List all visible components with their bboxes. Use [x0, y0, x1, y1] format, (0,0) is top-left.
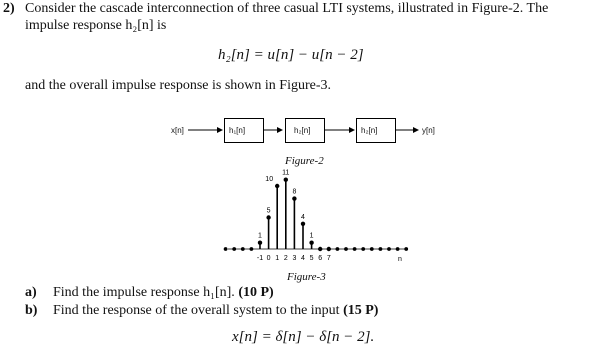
zero-sample-dot	[353, 247, 357, 251]
stem-value-label: 5	[266, 207, 271, 215]
stem-dot	[309, 241, 313, 245]
zero-sample-dot	[250, 247, 254, 251]
part-b-question: Find the response of the overall system to the input	[53, 303, 344, 318]
part-b-points: (15 P)	[343, 303, 379, 318]
zero-sample-dot	[336, 247, 340, 251]
question-line-2: impulse response h₂[n] is	[25, 18, 167, 33]
zero-sample-dot	[241, 247, 245, 251]
stem-dot	[318, 247, 322, 251]
zero-sample-dot	[232, 247, 236, 251]
x-tick-label: 5	[309, 255, 314, 262]
output-label: y[n]	[422, 126, 435, 135]
figure-3-caption: Figure-3	[287, 271, 326, 283]
stem-value-label: 4	[301, 213, 305, 221]
stem-value-label: 1	[309, 232, 314, 240]
zero-sample-dot	[361, 247, 365, 251]
question-line-1: Consider the cascade interconnection of three casual LTI systems, illustrated in Figure-2. The	[25, 1, 549, 16]
stem-dot	[301, 222, 305, 226]
stem-dot	[258, 241, 262, 245]
zero-sample-dot	[379, 247, 383, 251]
part-a-text	[53, 285, 274, 301]
stem-value-label: 8	[292, 188, 297, 196]
block-h2-first-label: h₂[n]	[294, 126, 311, 135]
part-a-points: (10 P)	[238, 285, 274, 300]
x-tick-label: 0	[266, 255, 271, 262]
zero-sample-dot	[396, 247, 400, 251]
x-tick-label: 4	[301, 255, 305, 262]
figure-2-caption: Figure-2	[285, 155, 324, 167]
input-label: x[n]	[171, 126, 184, 135]
question-number: 2)	[3, 1, 15, 16]
zero-sample-dot	[344, 247, 348, 251]
x-tick-label: -1	[256, 255, 264, 262]
x-tick-label: 1	[275, 255, 280, 262]
stem-dot	[292, 196, 296, 200]
equation-input: x[n] = δ[n] − δ[n − 2].	[232, 329, 375, 345]
x-tick-label: 7	[326, 255, 331, 262]
stem-dot	[266, 215, 270, 219]
stem-value-label: 1	[258, 232, 262, 240]
x-tick-label: 2	[283, 255, 288, 262]
stem-dot	[275, 184, 279, 188]
part-b-label: b)	[25, 303, 38, 318]
equation-h2: h₂[n] = u[n] − u[n − 2]	[218, 47, 364, 63]
x-axis-label: n	[398, 256, 402, 263]
zero-sample-dot	[387, 247, 391, 251]
x-tick-label: 3	[292, 255, 297, 262]
block-h2-second-label: h₂[n]	[361, 126, 378, 135]
stem-dot	[284, 178, 288, 182]
stem-dot	[327, 247, 331, 251]
zero-sample-dot	[224, 247, 228, 251]
question-line-3: and the overall impulse response is shown in Figure-3.	[25, 78, 332, 93]
x-tick-label: 6	[318, 255, 323, 262]
stem-value-label: 10	[265, 176, 274, 183]
zero-sample-dot	[404, 247, 408, 251]
block-h1-label: h₁[n]	[229, 126, 246, 135]
zero-sample-dot	[370, 247, 374, 251]
part-a-question: Find the impulse response h₁[n].	[53, 285, 239, 300]
stem-value-label: 11	[282, 169, 290, 177]
part-b-text	[53, 303, 378, 319]
part-a-label: a)	[25, 285, 37, 300]
